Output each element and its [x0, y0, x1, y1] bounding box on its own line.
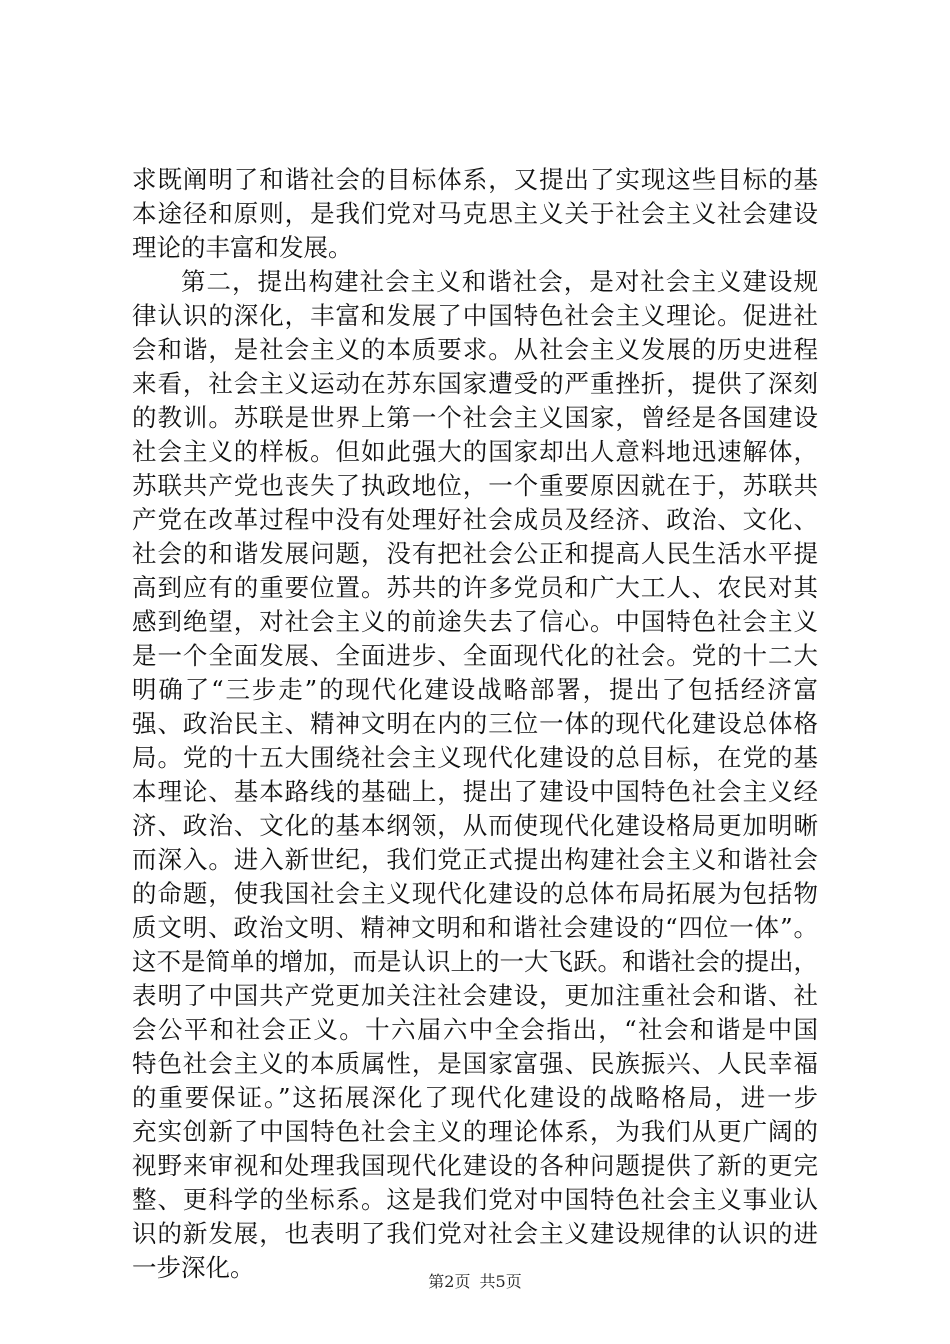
page-number: 第2页 [428, 1272, 471, 1291]
page-total: 共5页 [479, 1272, 522, 1291]
text-line: 识的新发展，也表明了我们党对社会主义建设规律的认识的进 [132, 1219, 818, 1248]
text-line: 充实创新了中国特色社会主义的理论体系，为我们从更广阔的 [132, 1117, 818, 1146]
text-line: 的重要保证。”这拓展深化了现代化建设的战略格局，进一步 [132, 1083, 818, 1112]
text-line: 感到绝望，对社会主义的前途失去了信心。中国特色社会主义 [132, 607, 818, 636]
text-line: 第二，提出构建社会主义和谐社会，是对社会主义建设规 [181, 267, 818, 296]
text-line: 社会的和谐发展问题，没有把社会公正和提高人民生活水平提 [132, 539, 818, 568]
text-line: 苏联共产党也丧失了执政地位，一个重要原因就在于，苏联共 [132, 471, 818, 500]
text-line: 是一个全面发展、全面进步、全面现代化的社会。党的十二大 [132, 641, 818, 670]
text-line: 本理论、基本路线的基础上，提出了建设中国特色社会主义经 [132, 777, 818, 806]
page-footer [0, 1272, 950, 1292]
text-line: 的教训。苏联是世界上第一个社会主义国家，曾经是各国建设 [132, 403, 818, 432]
text-line: 的命题，使我国社会主义现代化建设的总体布局拓展为包括物 [132, 879, 818, 908]
text-line: 明确了“三步走”的现代化建设战略部署，提出了包括经济富 [132, 675, 818, 704]
text-line: 济、政治、文化的基本纲领，从而使现代化建设格局更加明晰 [132, 811, 818, 840]
text-line: 一步深化。 [132, 1253, 255, 1282]
text-line: 整、更科学的坐标系。这是我们党对中国特色社会主义事业认 [132, 1185, 818, 1214]
text-line: 产党在改革过程中没有处理好社会成员及经济、政治、文化、 [132, 505, 818, 534]
text-line: 律认识的深化，丰富和发展了中国特色社会主义理论。促进社 [132, 301, 818, 330]
text-line: 高到应有的重要位置。苏共的许多党员和广大工人、农民对其 [132, 573, 818, 602]
text-line: 来看，社会主义运动在苏东国家遭受的严重挫折，提供了深刻 [132, 369, 818, 398]
text-line: 而深入。进入新世纪，我们党正式提出构建社会主义和谐社会 [132, 845, 818, 874]
text-line: 求既阐明了和谐社会的目标体系，又提出了实现这些目标的基 [132, 165, 818, 194]
text-line: 局。党的十五大围绕社会主义现代化建设的总目标，在党的基 [132, 743, 818, 772]
text-line: 本途径和原则，是我们党对马克思主义关于社会主义社会建设 [132, 199, 818, 228]
text-line: 强、政治民主、精神文明在内的三位一体的现代化建设总体格 [132, 709, 818, 738]
text-line: 视野来审视和处理我国现代化建设的各种问题提供了新的更完 [132, 1151, 818, 1180]
text-line: 社会主义的样板。但如此强大的国家却出人意料地迅速解体， [132, 437, 818, 466]
body-text [132, 163, 818, 1285]
text-line: 理论的丰富和发展。 [132, 233, 353, 262]
text-line: 质文明、政治文明、精神文明和和谐社会建设的“四位一体”。 [132, 913, 818, 942]
text-line: 会和谐，是社会主义的本质要求。从社会主义发展的历史进程 [132, 335, 818, 364]
text-line: 这不是简单的增加，而是认识上的一大飞跃。和谐社会的提出， [132, 947, 818, 976]
text-line: 表明了中国共产党更加关注社会建设，更加注重社会和谐、社 [132, 981, 818, 1010]
text-line: 会公平和社会正义。十六届六中全会指出，“社会和谐是中国 [132, 1015, 818, 1044]
text-line: 特色社会主义的本质属性，是国家富强、民族振兴、人民幸福 [132, 1049, 818, 1078]
